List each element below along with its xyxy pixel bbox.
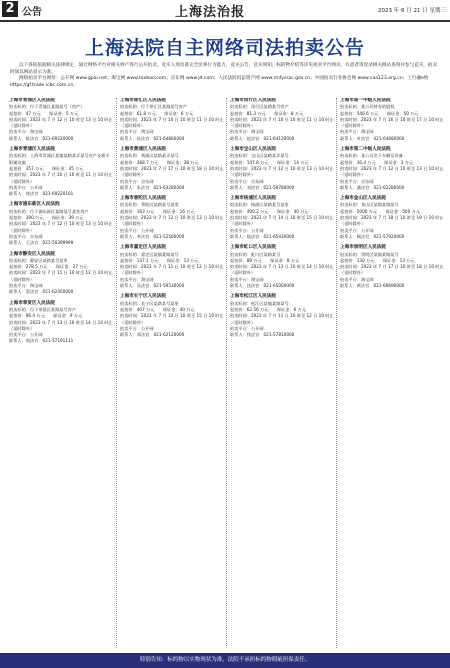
case-detail: 联系人：李法官 021-52560000 xyxy=(120,233,185,239)
case-detail: 拍卖平台：淘宝网 xyxy=(230,129,264,135)
case-detail: 联系人：刘法官 021-56780000 xyxy=(230,184,295,190)
auction-case xyxy=(337,98,447,142)
case-detail: 拍卖时间：2023 年 7 月 17 日 10 时至 18 日 10 时止（延时除外） xyxy=(340,264,444,276)
case-detail: 起拍价：96.4 万元 保证金：9 万元 xyxy=(9,313,83,319)
case-detail: 拍卖平台：京东网 xyxy=(230,178,264,184)
court-name: 上海市第一中级人民法院 xyxy=(340,98,391,103)
case-detail: 拍卖标的：普陀区某路某号某室 xyxy=(120,202,179,208)
court-name: 上海市嘉定区人民法院 xyxy=(120,245,166,251)
court-name: 上海市青浦区人民法院 xyxy=(9,147,55,153)
issue-date: 2023 年 6 月 21 日 星期三 xyxy=(378,8,446,14)
case-detail: 拍卖时间：2023 年 7 月 10 日 10 时至 11 日 10 时止（延时除外） xyxy=(120,116,224,129)
case-detail: 拍卖时间：2023 年 7 月 14 日 10 时至 15 日 10 时止（延时除外） xyxy=(120,313,224,325)
page-title: 上海法院自主网络司法拍卖公告 xyxy=(84,37,365,59)
case-detail: 联系人：周法官 021-57191111 xyxy=(9,338,74,344)
court-name: 上海市长宁区人民法院 xyxy=(120,294,166,300)
case-detail: 拍卖标的：崇明区某镇某路某号 xyxy=(340,251,399,257)
case-detail: 起拍价：30.4 万元 保证金：3 万元 xyxy=(340,159,414,165)
case-detail: 拍卖标的：某公司持有的股权 xyxy=(340,104,395,110)
case-detail: 联系人：陈法官 021-69220000 xyxy=(9,135,74,141)
auction-case xyxy=(337,147,447,191)
case-detail: 拍卖标的：嘉定区某镇某路某号 xyxy=(120,251,179,257)
case-detail: 拍卖时间：2023 年 7 月 16 日 10 时至 17 日 10 时止（延时除外） xyxy=(340,116,444,129)
case-detail: 联系人：钱法官 021-57810000 xyxy=(230,332,295,338)
case-detail: 拍卖时间：2023 年 7 月 10 日 10 时至 11 日 10 时止（延时除外） xyxy=(230,116,334,129)
page-number: 2 xyxy=(2,1,18,17)
announcement-column xyxy=(6,98,116,648)
auction-case xyxy=(117,245,227,289)
case-detail: 拍卖平台：淘宝网 xyxy=(230,276,264,282)
auction-case xyxy=(6,98,116,142)
case-detail: 拍卖平台：京东网 xyxy=(120,178,154,184)
auction-case xyxy=(227,98,337,142)
announcement-columns xyxy=(6,98,446,648)
intro-paragraph: 以下各院依据相关法律规定，通过网络平台对相关财产进行公开拍卖，竞买人须具备完全民事行为能力，竞买公告、竞买须知、标的物介绍等详见拍卖平台网页。有意者请登录相关网站查询并参与竞买，拍卖时间以网站显示为准。 xyxy=(10,63,438,75)
case-detail: 起拍价：47 万元 保证金：5 万元 xyxy=(9,110,79,116)
case-detail: 拍卖平台：京东网 xyxy=(9,233,43,239)
court-name: 上海市黄浦区人民法院 xyxy=(120,147,166,153)
case-detail: 起拍价：278.5 万元 保证金：27 万元 xyxy=(9,264,88,270)
case-detail: 拍卖平台：公开网 xyxy=(230,325,264,331)
case-detail: 拍卖时间：2023 年 7 月 10 日 10 时至 11 日 10 时止（延时除外） xyxy=(9,172,113,184)
case-detail: 拍卖时间：2023 年 7 月 13 日 10 时至 14 日 10 时止（延时除外） xyxy=(9,319,113,331)
case-detail: 拍卖时间：2023 年 7 月 11 日 10 时至 12 日 10 时止（延时除外） xyxy=(9,270,113,282)
case-detail: 起拍价：147.8 万元 保证金：14 万元 xyxy=(230,159,309,165)
case-detail: 拍卖标的：位于奉贤区某路某号房产 xyxy=(9,306,77,312)
case-detail: 起拍价：407 万元 保证金：40 万元 xyxy=(120,306,195,312)
case-detail: 拍卖平台：淘宝网 xyxy=(340,276,374,282)
auction-case xyxy=(337,245,447,289)
case-detail: 拍卖平台：淘宝网 xyxy=(120,129,154,135)
auction-case xyxy=(227,196,337,240)
case-detail: 起拍价：61.8 万元 保证金：6 万元 xyxy=(120,110,194,116)
case-detail: 拍卖标的：某公司名下车辆及设备 xyxy=(340,153,403,159)
case-detail: 拍卖标的：金山区某镇某路某号 xyxy=(340,202,399,208)
court-name: 上海市宝山区人民法院 xyxy=(230,147,276,153)
case-detail: 拍卖平台：淘宝网 xyxy=(9,129,43,135)
case-detail: 联系人：孙法官 021-64860000 xyxy=(120,135,185,141)
court-name: 上海市虹口区人民法院 xyxy=(230,245,276,251)
case-detail: 起拍价：89 万元 保证金：8 万元 xyxy=(230,257,300,263)
court-name: 上海市第二中级人民法院 xyxy=(340,147,391,153)
auction-case xyxy=(337,196,447,240)
case-detail: 拍卖时间：2023 年 7 月 11 日 10 时至 12 日 10 时止（延时除外） xyxy=(230,313,334,325)
auction-case xyxy=(6,202,116,246)
court-name: 上海市杨浦区人民法院 xyxy=(230,196,276,202)
court-name: 上海市普陀区人民法院 xyxy=(120,196,166,202)
masthead-logo: 上海法治报 xyxy=(175,5,246,20)
case-detail: 起拍价：390 万元 保证金：39 万元 xyxy=(9,215,84,221)
case-detail: 起拍价：400.2 万元 保证金：40 万元 xyxy=(230,208,309,214)
announcement-column xyxy=(116,98,227,648)
case-detail: 联系人：赵法官 021-64120000 xyxy=(230,135,295,141)
auction-case xyxy=(227,147,337,191)
case-detail: 联系人：陆法官 021-65430000 xyxy=(230,233,295,239)
case-detail: 拍卖时间：2023 年 7 月 18 日 10 时至 19 日 10 时止（延时除外） xyxy=(340,215,444,227)
case-detail: 联系人：潘法官 021-62280000 xyxy=(340,184,405,190)
case-detail: 拍卖标的：虹口区某路某号 xyxy=(230,251,281,257)
court-name: 上海市浦东新区人民法院 xyxy=(9,202,60,208)
case-detail: 拍卖标的：静安区某路某号某室 xyxy=(9,257,68,263)
intro-text xyxy=(10,63,440,89)
case-detail: 联系人：徐法官 021-69220101 xyxy=(9,191,74,197)
case-detail: 起拍价：357 万元 保证金：35 万元 xyxy=(9,165,84,171)
case-detail: 联系人：沈法官 021-65000000 xyxy=(230,283,295,289)
case-detail: 拍卖平台：公开网 xyxy=(9,332,43,338)
case-detail: 拍卖时间：2023 年 7 月 13 日 10 时至 14 日 10 时止（延时除外） xyxy=(230,264,334,276)
case-detail: 拍卖标的：长宁区某路某号某室 xyxy=(120,300,179,306)
case-detail: 拍卖时间：2023 年 7 月 12 日 10 时至 13 日 10 时止（延时除外） xyxy=(9,116,113,129)
case-detail: 起拍价：388.7 万元 保证金：38 万元 xyxy=(120,159,199,165)
case-detail: 拍卖标的：黄浦区某路某弄某号 xyxy=(120,153,179,159)
section-title: 公告 xyxy=(22,7,42,18)
case-detail: 起拍价：5000 万元 保证金：500 万元 xyxy=(340,208,420,214)
auction-case xyxy=(227,245,337,289)
court-name: 上海市金山区人民法院 xyxy=(340,196,386,202)
case-detail: 拍卖平台：公开网 xyxy=(230,227,264,233)
court-name: 上海市静安区人民法院 xyxy=(9,251,55,257)
case-detail: 联系人：吴法官 021-59530000 xyxy=(120,283,185,289)
case-detail: 拍卖标的：位于浦东新区某路某号某室房产 xyxy=(9,208,89,214)
case-detail: 起拍价：546.6 万元 保证金：50 万元 xyxy=(340,110,419,116)
case-detail: 联系人：朱法官 021-63280000 xyxy=(120,184,185,190)
case-detail: 拍卖标的：杨浦区某路某号某室 xyxy=(230,202,289,208)
case-detail: 联系人：郑法官 021-62120000 xyxy=(120,332,185,338)
auction-case xyxy=(117,196,227,240)
case-detail: 拍卖平台：淘宝网 xyxy=(9,283,43,289)
case-detail: 联系人：黄法官 021-69690000 xyxy=(340,283,405,289)
case-detail: 拍卖标的：宝山区某路某弄某号 xyxy=(230,153,289,159)
case-detail: 起拍价：62.56 万元 保证金：6 万元 xyxy=(230,306,306,312)
auction-case xyxy=(6,301,116,345)
announcement-column xyxy=(336,98,447,648)
case-detail: 起拍价：163 万元 保证金：16 万元 xyxy=(120,208,195,214)
auction-case xyxy=(117,294,227,338)
case-detail: 拍卖时间：2023 年 7 月 17 日 10 时至 18 日 10 时止（延时除外） xyxy=(120,165,224,178)
case-detail: 联系人：王法官 021-50399999 xyxy=(9,240,74,246)
case-detail: 拍卖平台：公开网 xyxy=(120,325,154,331)
auction-case xyxy=(6,147,116,197)
case-detail: 拍卖时间：2023 年 7 月 12 日 10 时至 13 日 10 时止（延时除外） xyxy=(120,215,224,227)
case-detail: 拍卖平台：公开网 xyxy=(9,184,43,190)
case-detail: 起拍价：130 万元 保证金：13 万元 xyxy=(340,257,415,263)
case-detail: 起拍价：81.3 万元 保证金：8 万元 xyxy=(230,110,304,116)
case-detail: 拍卖平台：公开网 xyxy=(340,227,374,233)
case-detail: 拍卖平台：淘宝网 xyxy=(120,276,154,282)
case-detail: 联系人：蔡法官 021-62450000 xyxy=(9,289,74,295)
case-detail: 拍卖时间：2023 年 7 月 11 日 10 时至 12 日 10 时止（延时除外） xyxy=(120,264,224,276)
case-detail: 联系人：叶法官 021-64680000 xyxy=(340,135,405,141)
court-name: 上海市奉贤区人民法院 xyxy=(9,300,55,306)
auction-case xyxy=(227,294,337,338)
case-detail: 拍卖标的：位于青浦区某路某号（房产） xyxy=(9,104,85,110)
page-header xyxy=(0,0,450,22)
court-name: 上海市青浦区人民法院 xyxy=(9,98,55,103)
case-detail: 拍卖标的：松江区某镇某路某号 xyxy=(230,300,289,306)
case-detail: 拍卖时间：2023 年 7 月 14 日 10 时至 15 日 10 时止（延时除外） xyxy=(230,215,334,227)
announcement-column xyxy=(226,98,337,648)
court-name: 上海市崇明区人民法院 xyxy=(340,245,386,251)
case-detail: 联系人：顾法官 021-57920000 xyxy=(340,233,405,239)
auction-case xyxy=(6,252,116,296)
case-detail: 拍卖平台：淘宝网 xyxy=(340,129,374,135)
case-detail: 拍卖时间：2023 年 7 月 12 日 10 时至 13 日 10 时止（延时除外） xyxy=(9,221,113,233)
case-detail: 起拍价：137.1 万元 保证金：13 万元 xyxy=(120,257,199,263)
intro-paragraph: 网络拍卖平台网址：公开网 www.gpai.net；淘宝网 www.taobao.com；京东网 www.jd.com；人民法院诉讼资产网 www.rmfysszc.gov.cn；中国拍卖行业协会网 www.caa123.org.cn；工行融e购 https://gf.trade.icbc.com.cn。 xyxy=(10,76,429,88)
auction-case xyxy=(117,98,227,142)
case-detail: 拍卖时间：2023 年 7 月 12 日 10 时至 13 日 10 时止（延时除外） xyxy=(230,165,334,178)
auction-case xyxy=(117,147,227,191)
footer-notice: 特别告知：标的物以实物现状为准，法院不承担标的物瑕疵担保责任。 xyxy=(0,653,450,668)
court-name: 上海市松江区人民法院 xyxy=(230,294,276,300)
case-detail: 拍卖时间：2023 年 7 月 12 日 10 时至 13 日 10 时止（延时除外） xyxy=(340,165,444,178)
case-detail: 拍卖标的：闵行区某路某号房产 xyxy=(230,104,289,110)
court-name: 上海市闵行区人民法院 xyxy=(230,98,276,103)
court-name: 上海市徐汇区人民法院 xyxy=(120,98,166,103)
case-detail: 拍卖标的：位于徐汇区某路某号房产 xyxy=(120,104,188,110)
case-detail: 拍卖平台：京东网 xyxy=(340,178,374,184)
case-detail: 拍卖标的：上海市青浦区某镇某路某弄某号房产及相关附属设施 xyxy=(9,153,110,165)
case-detail: 拍卖平台：公开网 xyxy=(120,227,154,233)
